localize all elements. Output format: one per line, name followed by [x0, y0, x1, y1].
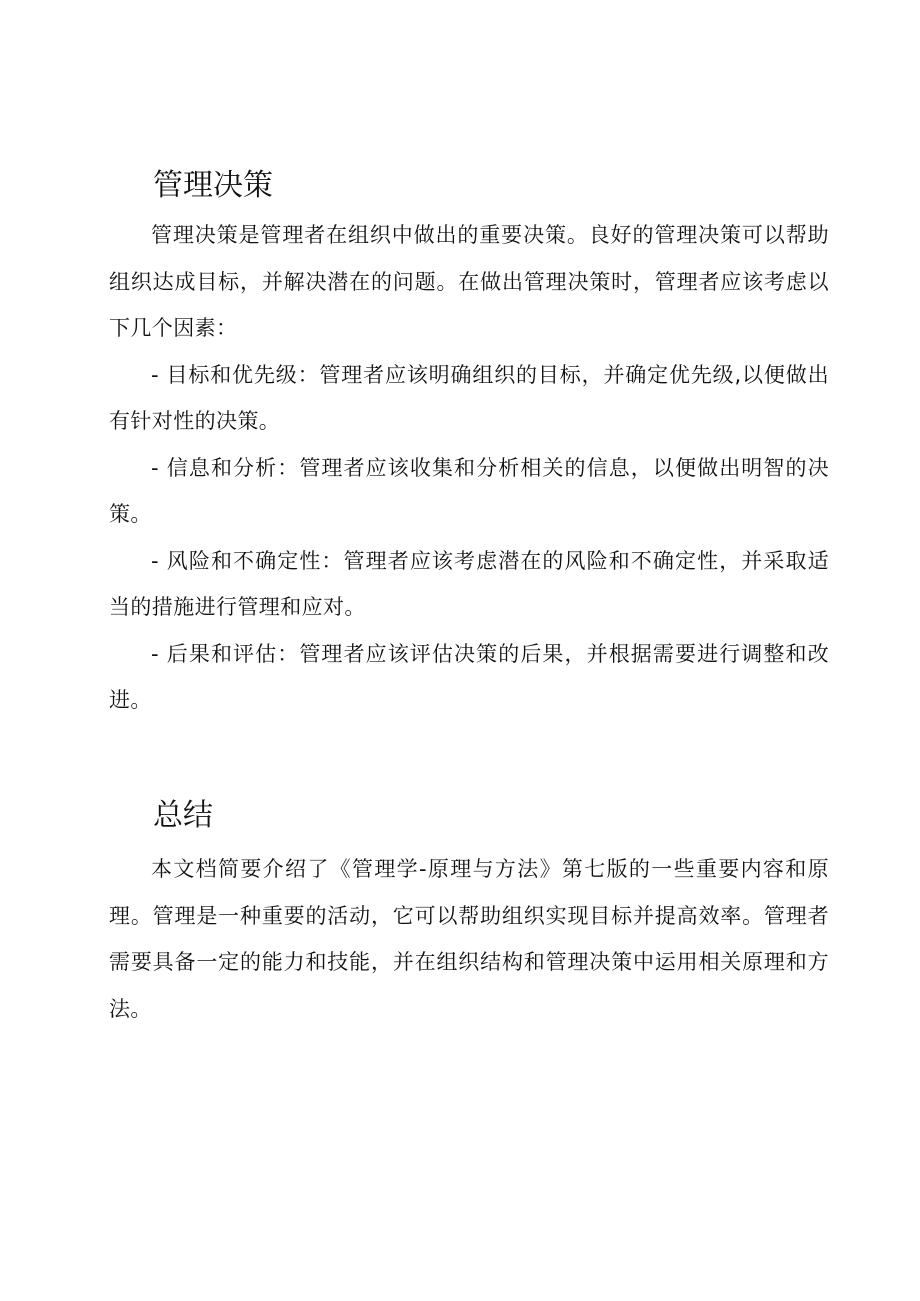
- section-summary: [109, 794, 829, 1032]
- list-item-consequences-evaluation: - 后果和评估：管理者应该评估决策的后果，并根据需要进行调整和改进。: [109, 641, 829, 712]
- list-item-goals-priorities: - 目标和优先级：管理者应该明确组织的目标，并确定优先级,以便做出有针对性的决策。: [109, 362, 829, 433]
- section-heading: 管理决策: [153, 168, 273, 203]
- intro-paragraph: 管理决策是管理者在组织中做出的重要决策。良好的管理决策可以帮助组织达成目标，并解决潜在的问题。在做出管理决策时，管理者应该考虑以下几个因素：: [109, 223, 829, 340]
- summary-paragraph: 本文档简要介绍了《管理学-原理与方法》第七版的一些重要内容和原理。管理是一种重要的活动，它可以帮助组织实现目标并提高效率。管理者需要具备一定的能力和技能，并在组织结构和管理决策中运用相关原理和方法。: [109, 857, 829, 1021]
- list-item-information-analysis: - 信息和分析：管理者应该收集和分析相关的信息，以便做出明智的决策。: [109, 455, 829, 526]
- list-item-risk-uncertainty: - 风险和不确定性：管理者应该考虑潜在的风险和不确定性，并采取适当的措施进行管理和应对。: [109, 548, 829, 619]
- section-management-decisions: [109, 164, 829, 724]
- section-heading: 总结: [153, 798, 213, 833]
